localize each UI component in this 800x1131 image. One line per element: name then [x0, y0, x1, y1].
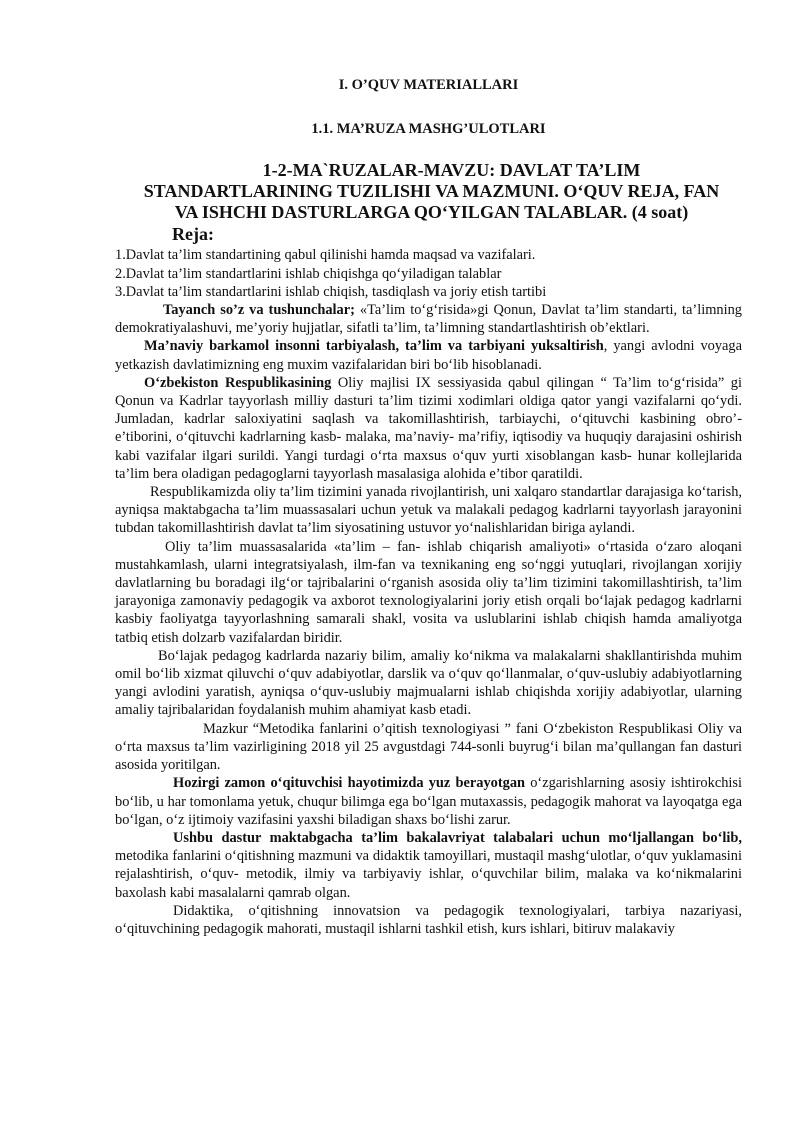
- lecture-title-line-1: 1-2-MA`RUZALAR-MAVZU: DAVLAT TA’LIM: [262, 160, 641, 181]
- keywords-text: «Ta’lim to‘g‘risida»gi Qonun, Davlat ta’lim standarti, ta’limning demokratiyalashuvi, me’yoriy hujjatlar, sifatli ta’lim, ta’limning standartlashtirish ob’ektlari.: [115, 302, 742, 337]
- paragraph-oliy-talim: Oliy ta’lim muassasalarida «ta’lim – fan- ishlab chiqarish amaliyoti» o‘rtasida o‘zaro aloqani mustahkamlash, ularni integratsiyalash, ilm-fan va texnikaning eng so‘nggi yutuqlari, rivojlangan xorijiy davlatlarning bu boradagi ilg‘or tajribalarini o‘rganish asosida oliy ta’lim tizimini takomillashtirish, ta’lim jarayoniga zamonaviy pedagogik va axborot texnologiyalarini joriy etish orqali bo‘lajak pedagog kadrlarni kasbiy faoliyatga tayyorlashning samarali shakl, vosita va uslublarini ishlab chiqish hamda amaliyotga tatbiq etish dolzarb vazifalardan biridir.: [115, 538, 742, 646]
- paragraph-hozirgi-text: o‘zgarishlarning asosiy ishtirokchisi bo‘lib, u har tomonlama yetuk, chuqur bilimga ega bo‘lgan mutaxassis, pedagogik mahorat va layoqatga ega bo‘lgan, o‘z ijtimoiy vazifasini yaxshi biladigan shaxs bo‘lishi zarur.: [115, 775, 742, 828]
- paragraph-uzbekiston-text: Oliy majlisi IX sessiyasida qabul qilingan “ Ta’lim to‘g‘risida” gi Qonun va Kadrlar tayyorlash milliy dasturi ta’lim tizimi xodimlari oldiga qator yangi vazifalarni qo‘ydi. Jumladan, kadrlar saloxiyatini saqlash va takomillashtirish, tarbiaychi, o‘qituvchi kasbining obro’- e’tiborini, o‘qituvchi kadrlarning kasb- malaka, ma’naviy- ma’rifiy, iqtisodiy va huquqiy darajasini oshirish kabi vazifalar ilgari surildi. Yangi turdagi o‘rta maxsus o‘quv yurti xisoblangan kasb- hunar kollejlarida ta’lim bera oladigan pedagoglarni tayyorlash masalasiga alohida e’tibor qaratildi.: [115, 374, 742, 482]
- document-page: [115, 70, 742, 938]
- paragraph-manaviy-bold: Ma’naviy barkamol insonni tarbiyalash, ta’lim va tarbiyani yuksaltirish: [144, 338, 604, 355]
- paragraph-hozirgi-bold: Hozirgi zamon o‘qituvchisi hayotimizda yuz berayotgan: [173, 775, 526, 792]
- paragraph-bolajak: Bo‘lajak pedagog kadrlarda nazariy bilim, amaliy ko‘nikma va malakalarni shakllantirishda muhim omil bo‘lib xizmat qiluvchi o‘quv adabiyotlar, darslik va o‘quv qo‘llanmalar, o‘quv-uslubiy adabiyotlarning yangi avlodini yaratish, ayniqsa o‘quv-uslubiy majmualarni ishlab chiqishda xorijiy adabiyotlar, ularning amaliy tajribalaridan foydalanish muhim ahamiyat kasb etadi.: [115, 647, 742, 719]
- paragraph-ushbu-text: metodika fanlarini o‘qitishning mazmuni va didaktik tamoyillari, mustaqil mashg‘ulotlar, o‘quv yuklamasini rejalashtirish, o‘quv- metodik, ilmiy va tarbiyaviy ishlar, o‘quvchilar bilim, malaka va ko‘nikmalarini baxolash kabi masalalarni qamrab olgan.: [115, 848, 742, 901]
- paragraph-respublikamizda: Respublikamizda oliy ta’lim tizimini yanada rivojlantirish, uni xalqaro standartlar darajasiga ko‘tarish, ayniqsa maktabgacha ta’lim muassasalari uchun yetuk va malakali pedagog kadrlarni tayyorlash jarayonini tubdan takomillashtirish davlat ta’lim siyosatining ustuvor yo‘nalishlaridan biriga aylandi.: [115, 484, 742, 537]
- paragraph-ushbu: [115, 829, 742, 902]
- paragraph-ushbu-bold: Ushbu dastur maktabgacha ta’lim bakalavriyat talabalari uchun mo‘ljallangan bo‘lib,: [173, 829, 742, 846]
- subsection-heading: 1.1. MA’RUZA MASHG’ULOTLARI: [311, 121, 546, 138]
- plan-item-1: 1.Davlat ta’lim standartining qabul qilinishi hamda maqsad va vazifalari.: [115, 247, 536, 264]
- plan-item-3: 3.Davlat ta’lim standartlarini ishlab chiqish, tasdiqlash va joriy etish tartibi: [115, 283, 547, 300]
- paragraph-manaviy: [115, 337, 742, 373]
- lecture-title-line-3: VA ISHCHI DASTURLARGA QO‘YILGAN TALABLAR. (4 soat): [174, 202, 689, 223]
- plan-list: [115, 246, 742, 301]
- plan-item-2: 2.Davlat ta’lim standartlarini ishlab chiqishga qo‘yiladigan talablar: [115, 265, 502, 282]
- section-heading: I. O’QUV MATERIALLARI: [338, 77, 519, 93]
- keywords-label: Tayanch so’z va tushunchalar;: [163, 302, 355, 319]
- paragraph-mazkur: Mazkur “Metodika fanlarini o’qitish texnologiyasi ” fani O‘zbekiston Respublikasi Oliy va o‘rta maxsus ta’lim vazirligining 2018 yil 25 avgustdagi 744-sonli buyrug‘i bilan ma’qullangan fan dasturi asosida yoritilgan.: [115, 720, 742, 774]
- paragraph-uzbekiston: [115, 374, 742, 483]
- paragraph-manaviy-text: , yangi avlodni voyaga yetkazish davlatimizning eng muxim vazifalaridan biri bo‘lib hisoblanadi.: [115, 338, 742, 373]
- paragraph-didaktika: Didaktika, o‘qitishning innovatsion va pedagogik texnologiyalari, tarbiya nazariyasi, o‘qituvchining pedagogik mahorati, mustaqil ishlarni tashkil etish, kurs ishlari, bitiruv malakaviy: [115, 902, 742, 937]
- plan-label: Reja:: [172, 224, 214, 245]
- lecture-title: [115, 160, 742, 223]
- keywords-paragraph: [115, 301, 742, 337]
- paragraph-hozirgi: [115, 774, 742, 829]
- paragraph-uzbekiston-bold: O‘zbekiston Respublikasining: [144, 374, 332, 391]
- lecture-title-line-2: STANDARTLARINING TUZILISHI VA MAZMUNI. O‘QUV REJA, FAN: [143, 181, 720, 202]
